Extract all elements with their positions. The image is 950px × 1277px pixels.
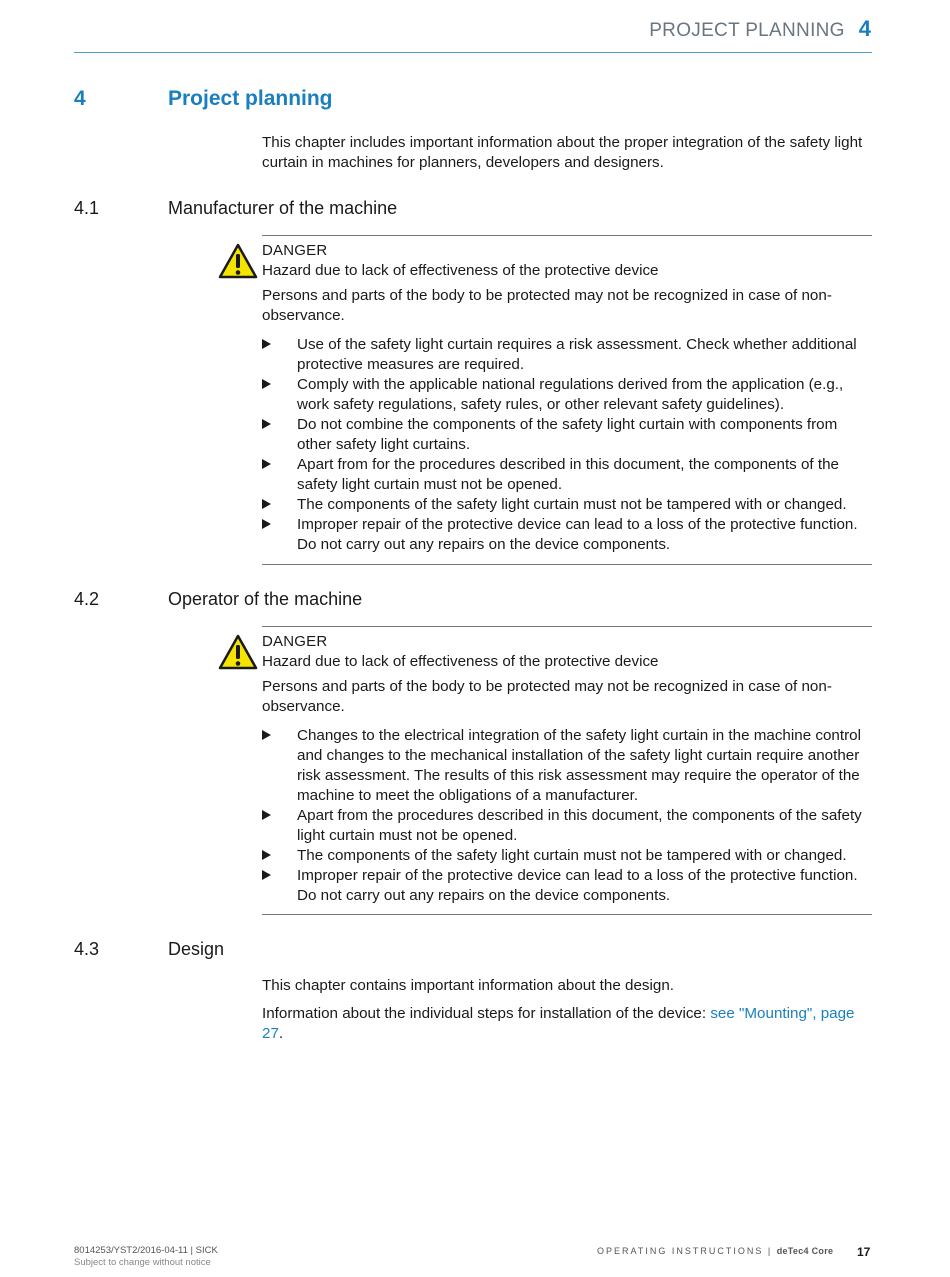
page-number: 17 <box>857 1245 871 1259</box>
footer-product: deTec4 Core <box>776 1246 834 1256</box>
running-header <box>649 16 871 42</box>
warning-top-rule <box>262 626 872 627</box>
warning-triangle-icon <box>218 634 258 670</box>
section-number: 4.2 <box>74 589 100 609</box>
section-title: Manufacturer of the machine <box>168 198 398 218</box>
design-paragraph: This chapter contains important information about the design. <box>262 977 674 994</box>
danger-measures-list <box>262 335 872 555</box>
list-item: Comply with the applicable national regulations derived from the application (e.g., work safety regulations, safety rules, or other relevant safety guidelines). <box>262 375 872 415</box>
danger-label: DANGER <box>262 633 328 650</box>
paragraph-text: Information about the individual steps for installation of the device: <box>262 1005 711 1022</box>
bullet-triangle-icon <box>262 730 271 740</box>
warning-bottom-rule <box>262 564 872 565</box>
list-item: Apart from the procedures described in this document, the components of the safety light curtain must not be opened. <box>262 806 874 846</box>
section-title: Operator of the machine <box>168 589 363 609</box>
bullet-triangle-icon <box>262 519 271 529</box>
bullet-triangle-icon <box>262 459 271 469</box>
header-divider <box>74 52 872 53</box>
list-item: Apart from for the procedures described in this document, the components of the safety light curtain must not be opened. <box>262 455 872 495</box>
mounting-link[interactable]: see "Mounting", page 27 <box>262 1005 855 1042</box>
danger-measures-list <box>262 726 874 906</box>
bullet-triangle-icon <box>262 339 271 349</box>
bullet-triangle-icon <box>262 850 271 860</box>
danger-description: Persons and parts of the body to be protected may not be recognized in case of non-observance. <box>262 678 832 715</box>
danger-subtitle: Hazard due to lack of effectiveness of the protective device <box>262 262 659 279</box>
footer-doc-type <box>597 1246 833 1256</box>
warning-triangle-icon <box>218 243 258 279</box>
chapter-intro: This chapter includes important information about the proper integration of the safety light curtain in machines for planners, developers and designers. <box>262 134 863 171</box>
running-header-title: PROJECT PLANNING <box>649 20 845 41</box>
list-item: Use of the safety light curtain requires a risk assessment. Check whether additional protective measures are required. <box>262 335 872 375</box>
footer-doc-info <box>74 1245 218 1269</box>
section-title: Design <box>168 939 225 959</box>
running-header-chapter: 4 <box>858 16 871 41</box>
danger-subtitle: Hazard due to lack of effectiveness of the protective device <box>262 653 659 670</box>
danger-label: DANGER <box>262 242 328 259</box>
list-item: The components of the safety light curtain must not be tampered with or changed. <box>262 495 872 515</box>
paragraph-text: . <box>278 1025 284 1042</box>
list-item: Improper repair of the protective device can lead to a loss of the protective function. Do not carry out any repairs on the device components. <box>262 866 874 906</box>
chapter-title: Project planning <box>168 87 333 110</box>
bullet-triangle-icon <box>262 810 271 820</box>
warning-bottom-rule <box>262 914 872 915</box>
footer-doc-id: 8014253/YST2/2016-04-11 | SICK <box>74 1245 218 1256</box>
chapter-number: 4 <box>74 87 86 110</box>
bullet-triangle-icon <box>262 419 271 429</box>
bullet-triangle-icon <box>262 379 271 389</box>
bullet-triangle-icon <box>262 870 271 880</box>
list-item: The components of the safety light curtain must not be tampered with or changed. <box>262 846 874 866</box>
section-number: 4.3 <box>74 939 100 959</box>
warning-top-rule <box>262 235 872 236</box>
list-item: Do not combine the components of the safety light curtain with components from other safety light curtains. <box>262 415 872 455</box>
section-number: 4.1 <box>74 198 100 218</box>
list-item: Changes to the electrical integration of the safety light curtain in the machine control and changes to the mechanical installation of the safety light curtain require another risk assessment. The results of this risk assessment may require the operator of the machine to meet the obligations of a manufacturer. <box>262 726 874 806</box>
list-item: Improper repair of the protective device can lead to a loss of the protective function. Do not carry out any repairs on the device components. <box>262 515 872 555</box>
design-install-paragraph <box>262 1004 862 1044</box>
footer-notice: Subject to change without notice <box>74 1257 211 1268</box>
danger-description: Persons and parts of the body to be protected may not be recognized in case of non-observance. <box>262 287 832 324</box>
footer-doc-type-label: OPERATING INSTRUCTIONS | <box>597 1246 777 1256</box>
bullet-triangle-icon <box>262 499 271 509</box>
